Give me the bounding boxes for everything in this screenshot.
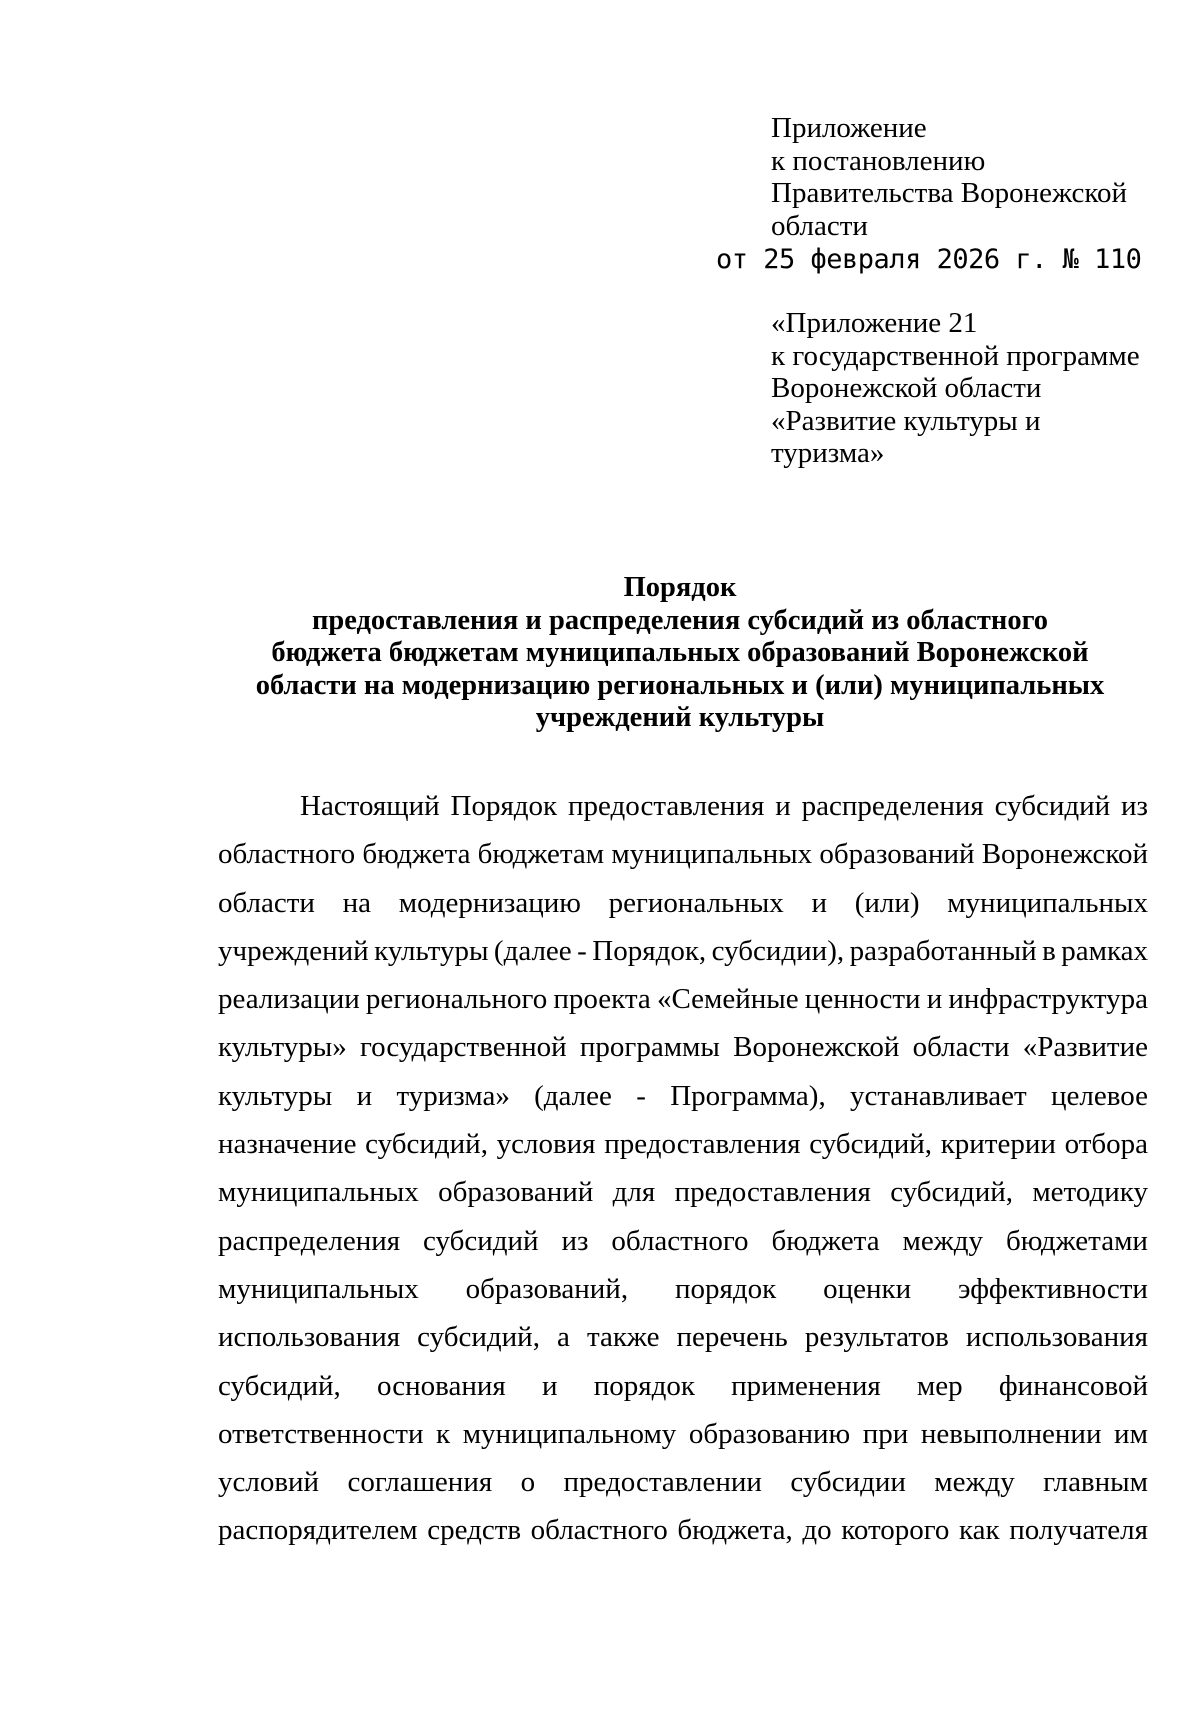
body-word: распорядителем	[218, 1514, 418, 1547]
title-line: области на модернизацию региональных и (или) муниципальных	[255, 669, 1105, 701]
body-word: использования	[218, 1321, 401, 1354]
body-word: предоставления	[568, 790, 765, 822]
approval-line: Приложение	[771, 112, 927, 144]
body-line	[218, 1410, 1148, 1458]
body-line	[218, 1362, 1148, 1410]
approval-header	[771, 112, 1171, 242]
body-word: (далее	[534, 1079, 612, 1112]
body-word: предоставления	[604, 1128, 801, 1161]
body-word: бюджета	[362, 838, 471, 871]
body-word: ответственности	[218, 1417, 424, 1450]
body-word: туризма»	[396, 1079, 510, 1112]
body-word: целевое	[1051, 1079, 1148, 1112]
body-word: мер	[916, 1369, 963, 1402]
body-line	[218, 1217, 1148, 1265]
body-word: Программа),	[670, 1079, 826, 1112]
body-word: «Семейные	[656, 983, 799, 1016]
body-line	[218, 879, 1148, 927]
body-word: распределения	[218, 1224, 401, 1257]
body-word: образований	[438, 1176, 594, 1209]
body-word: субсидий,	[365, 1128, 488, 1161]
body-word: предоставлении	[563, 1466, 762, 1499]
body-line	[218, 1265, 1148, 1313]
body-word: субсидий,	[809, 1128, 932, 1161]
body-word: критерии	[940, 1128, 1056, 1161]
body-line	[218, 830, 1148, 878]
body-word: условий	[218, 1466, 320, 1499]
body-word: инфраструктура	[948, 983, 1148, 1016]
body-word: и	[775, 790, 791, 822]
resolution-date-number: от 25 февраля 2026 г. № 110	[716, 244, 1142, 275]
appendix-line: Воронежской области	[771, 372, 1042, 404]
body-word: как	[959, 1514, 1000, 1547]
body-word: отбора	[1064, 1128, 1148, 1161]
body-word: эффективности	[957, 1272, 1148, 1305]
approval-line	[771, 177, 1145, 210]
body-word: ценности	[804, 983, 921, 1016]
body-word: муниципальных	[218, 1272, 419, 1305]
body-word: областного	[611, 1224, 749, 1257]
body-word: им	[1114, 1417, 1148, 1450]
appendix-header	[771, 307, 1191, 470]
body-word: на	[342, 886, 372, 919]
body-line	[218, 1168, 1148, 1216]
body-word: региональных	[608, 886, 784, 919]
body-word: порядок	[674, 1272, 777, 1305]
body-word: бюджета,	[677, 1514, 793, 1547]
body-word: (или)	[854, 886, 920, 919]
body-word: главным	[1043, 1466, 1148, 1499]
body-word: финансовой	[998, 1369, 1148, 1402]
body-word: государственной	[360, 1031, 567, 1064]
body-word: бюджетам	[477, 838, 605, 871]
body-word: основания	[377, 1369, 506, 1402]
body-word: -	[636, 1079, 646, 1112]
body-word: субсидий,	[417, 1321, 540, 1354]
body-word: образований	[819, 838, 975, 871]
body-word: методику	[1032, 1176, 1148, 1209]
body-word: Воронежской	[733, 1031, 900, 1064]
body-word: проекта	[553, 983, 651, 1016]
body-word: области	[912, 1031, 1010, 1064]
body-word: о	[520, 1466, 536, 1499]
body-word: в	[1042, 934, 1056, 967]
approval-word: Воронежской	[960, 177, 1128, 209]
body-word: субсидий	[423, 1224, 539, 1257]
body-line	[218, 1313, 1148, 1361]
body-paragraph	[218, 782, 1148, 1555]
body-line	[218, 1458, 1148, 1506]
body-word: также	[586, 1321, 660, 1354]
body-line	[218, 975, 1148, 1023]
body-word: субсидий,	[890, 1176, 1013, 1209]
body-word: разработанный	[849, 934, 1037, 967]
body-line	[218, 782, 1148, 830]
body-word: субсидии	[790, 1466, 906, 1499]
body-word: для	[612, 1176, 656, 1209]
body-word: областного	[530, 1514, 668, 1547]
body-word: невыполнении	[920, 1417, 1102, 1450]
approval-line: к постановлению	[771, 144, 986, 177]
body-word: бюджетами	[1005, 1224, 1148, 1257]
body-word: областного	[218, 838, 356, 871]
body-word: средств	[427, 1514, 522, 1547]
body-word: образований,	[465, 1272, 629, 1305]
body-word: назначение	[218, 1128, 357, 1161]
body-word: перечень	[676, 1321, 788, 1354]
body-word: из	[561, 1224, 589, 1257]
body-word: бюджета	[771, 1224, 880, 1257]
body-word: модернизацию	[398, 886, 581, 919]
title-line: бюджета бюджетам муниципальных образований Воронежской	[271, 637, 1089, 668]
body-word: условия	[496, 1128, 596, 1161]
body-word: и	[926, 983, 943, 1016]
body-line	[218, 1506, 1148, 1554]
body-word: муниципальных	[611, 838, 813, 871]
body-word: порядок	[593, 1369, 695, 1402]
body-word: регионального	[365, 983, 548, 1016]
body-word: распределения	[801, 790, 984, 822]
body-word: к	[436, 1417, 451, 1450]
body-word: -	[577, 934, 587, 967]
body-word: субсидии),	[711, 934, 845, 967]
body-word: муниципальных	[947, 886, 1148, 919]
body-word: результатов	[804, 1321, 949, 1354]
body-word: культуры	[374, 934, 489, 967]
body-line	[218, 1072, 1148, 1120]
body-word: и	[811, 886, 827, 919]
body-word: области	[218, 886, 315, 919]
appendix-line: «Приложение 21	[771, 307, 978, 339]
body-word: использования	[965, 1321, 1148, 1354]
body-word: и	[541, 1369, 558, 1402]
body-word: программы	[579, 1031, 720, 1064]
body-word: культуры	[218, 1079, 333, 1112]
approval-word: Правительства	[771, 177, 954, 209]
body-word: Порядок,	[592, 934, 707, 967]
body-word: реализации	[218, 983, 360, 1016]
body-word: а	[557, 1321, 570, 1354]
document-title	[150, 572, 1200, 735]
body-word: которого	[841, 1514, 950, 1547]
body-line	[218, 1023, 1148, 1071]
body-word: между	[934, 1466, 1015, 1499]
body-line	[218, 927, 1148, 975]
approval-line: области	[771, 209, 868, 242]
body-word: муниципальных	[218, 1176, 419, 1209]
body-word: субсидий	[994, 790, 1111, 822]
title-line: предоставления и распределения субсидий из областного	[311, 604, 1049, 636]
body-word: учреждений	[218, 934, 369, 967]
body-word: между	[902, 1224, 984, 1257]
body-word: предоставления	[674, 1176, 871, 1209]
body-word: применения	[731, 1369, 881, 1402]
body-word: при	[862, 1417, 909, 1450]
body-word: субсидий,	[218, 1369, 341, 1402]
body-word: муниципальному	[462, 1417, 677, 1450]
body-word: Порядок	[450, 790, 558, 822]
title-line: учреждений культуры	[535, 702, 825, 733]
body-word: культуры»	[218, 1031, 347, 1064]
body-word: получателя	[1009, 1514, 1148, 1547]
body-word: (далее	[493, 934, 572, 967]
body-word: «Развитие	[1022, 1031, 1148, 1064]
appendix-line: туризма»	[771, 437, 885, 469]
body-word: образованию	[688, 1417, 851, 1450]
body-word: из	[1121, 790, 1148, 822]
body-word: рамках	[1061, 934, 1148, 967]
body-line	[218, 1120, 1148, 1168]
appendix-line: к государственной программе	[771, 339, 1140, 372]
body-word: и	[356, 1079, 373, 1112]
title-line: Порядок	[623, 572, 737, 603]
appendix-line: «Развитие культуры и	[771, 404, 1041, 437]
body-word: оценки	[823, 1272, 912, 1305]
body-word: соглашения	[347, 1466, 493, 1499]
body-word: до	[802, 1514, 832, 1547]
body-word: Воронежской	[981, 838, 1148, 871]
body-word: устанавливает	[850, 1079, 1027, 1112]
body-word: Настоящий	[300, 790, 440, 822]
